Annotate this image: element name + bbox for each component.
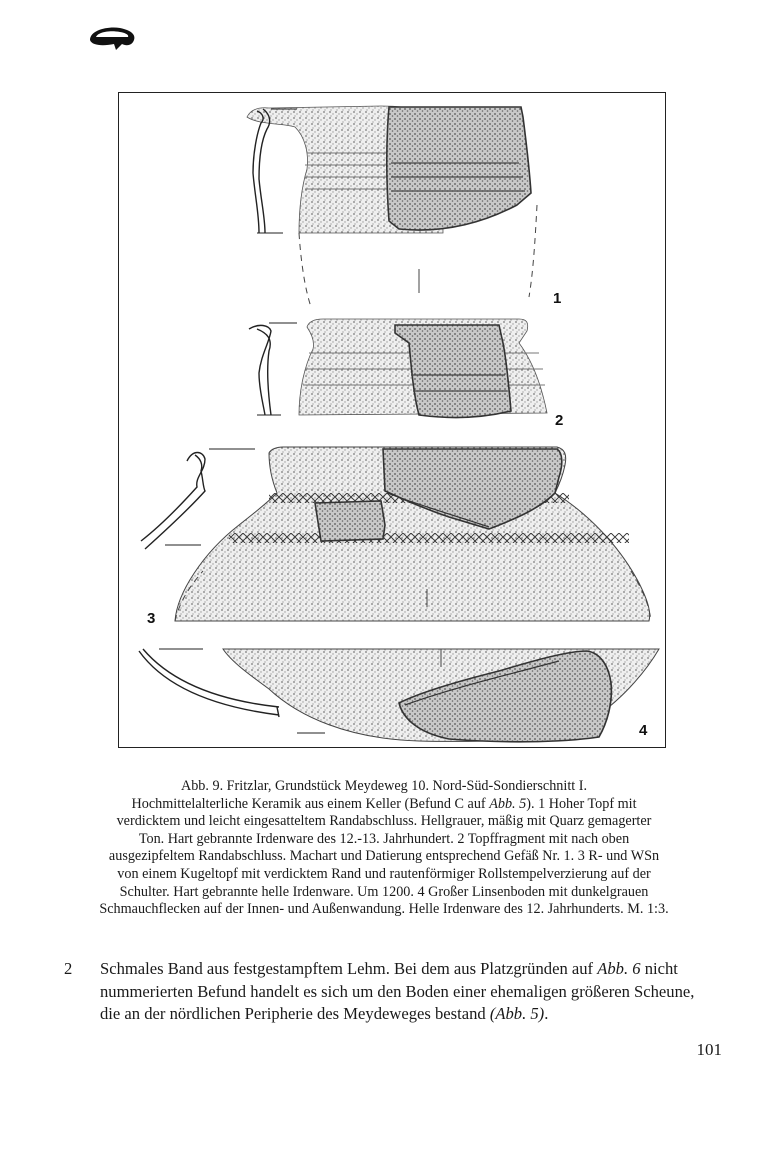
- footnote-line: die an der nördlichen Peripherie des Meydeweges bestand (Abb. 5).: [100, 1004, 549, 1023]
- caption-line: Abb. 9. Fritzlar, Grundstück Meydeweg 10. Nord-Süd-Sondierschnitt I.: [180, 778, 588, 794]
- figure-number-3: 3: [147, 610, 156, 627]
- footnote-figure-ref: Abb. 6: [597, 959, 641, 978]
- vessel-1-drawing: [239, 106, 562, 307]
- footnote-figure-ref: (Abb. 5): [489, 1004, 545, 1023]
- figure-caption: [64, 778, 704, 919]
- caption-line: verdicktem und leicht eingesatteltem Randabschluss. Hellgrauer, mäßig mit Quarz gemagerter: [116, 813, 652, 830]
- footnote-line: Schmales Band aus festgestampftem Lehm. Bei dem aus Platzgründen auf Abb. 6 nicht: [100, 959, 678, 978]
- caption-line: Hochmittelalterliche Keramik aus einem Keller (Befund C auf Abb. 5). 1 Hoher Topf mit: [131, 795, 637, 812]
- vessel-3-drawing: [141, 447, 651, 621]
- caption-line: Schmauchflecken auf der Innen- und Außenwandung. Helle Irdenware des 12. Jahrhunderts. M. 1:3.: [99, 901, 669, 918]
- vessel-2-drawing: [249, 319, 547, 418]
- pottery-figure: [118, 92, 666, 748]
- figure-number-1: 1: [553, 290, 562, 307]
- caption-line: Ton. Hart gebrannte Irdenware des 12.-13. Jahrhundert. 2 Topffragment mit nach oben: [138, 830, 630, 847]
- caption-line: ausgezipfeltem Randabschluss. Machart und Datierung entsprechend Gefäß Nr. 1. 3 R- und WSn: [108, 848, 660, 865]
- figure-number-2: 2: [555, 412, 564, 429]
- publisher-logo-icon: [86, 24, 138, 54]
- caption-line: Schulter. Hart gebrannte helle Irdenware. Um 1200. 4 Großer Linsenboden mit dunkelgrauen: [119, 883, 649, 900]
- figure-number-4: 4: [639, 722, 648, 739]
- pottery-drawings: [119, 93, 667, 749]
- caption-line: von einem Kugeltopf mit verdicktem Rand und rautenförmiger Rollstempelverzierung auf der: [117, 865, 651, 882]
- caption-figure-ref: Abb. 5: [489, 795, 527, 812]
- footnote-line: nummerierten Befund handelt es sich um den Boden einer ehemaligen größeren Scheune,: [100, 981, 695, 1001]
- footnote-number: 2: [64, 959, 73, 978]
- page-number: 101: [696, 1040, 722, 1059]
- vessel-4-drawing: [139, 649, 659, 742]
- footnote-text: [100, 958, 720, 1026]
